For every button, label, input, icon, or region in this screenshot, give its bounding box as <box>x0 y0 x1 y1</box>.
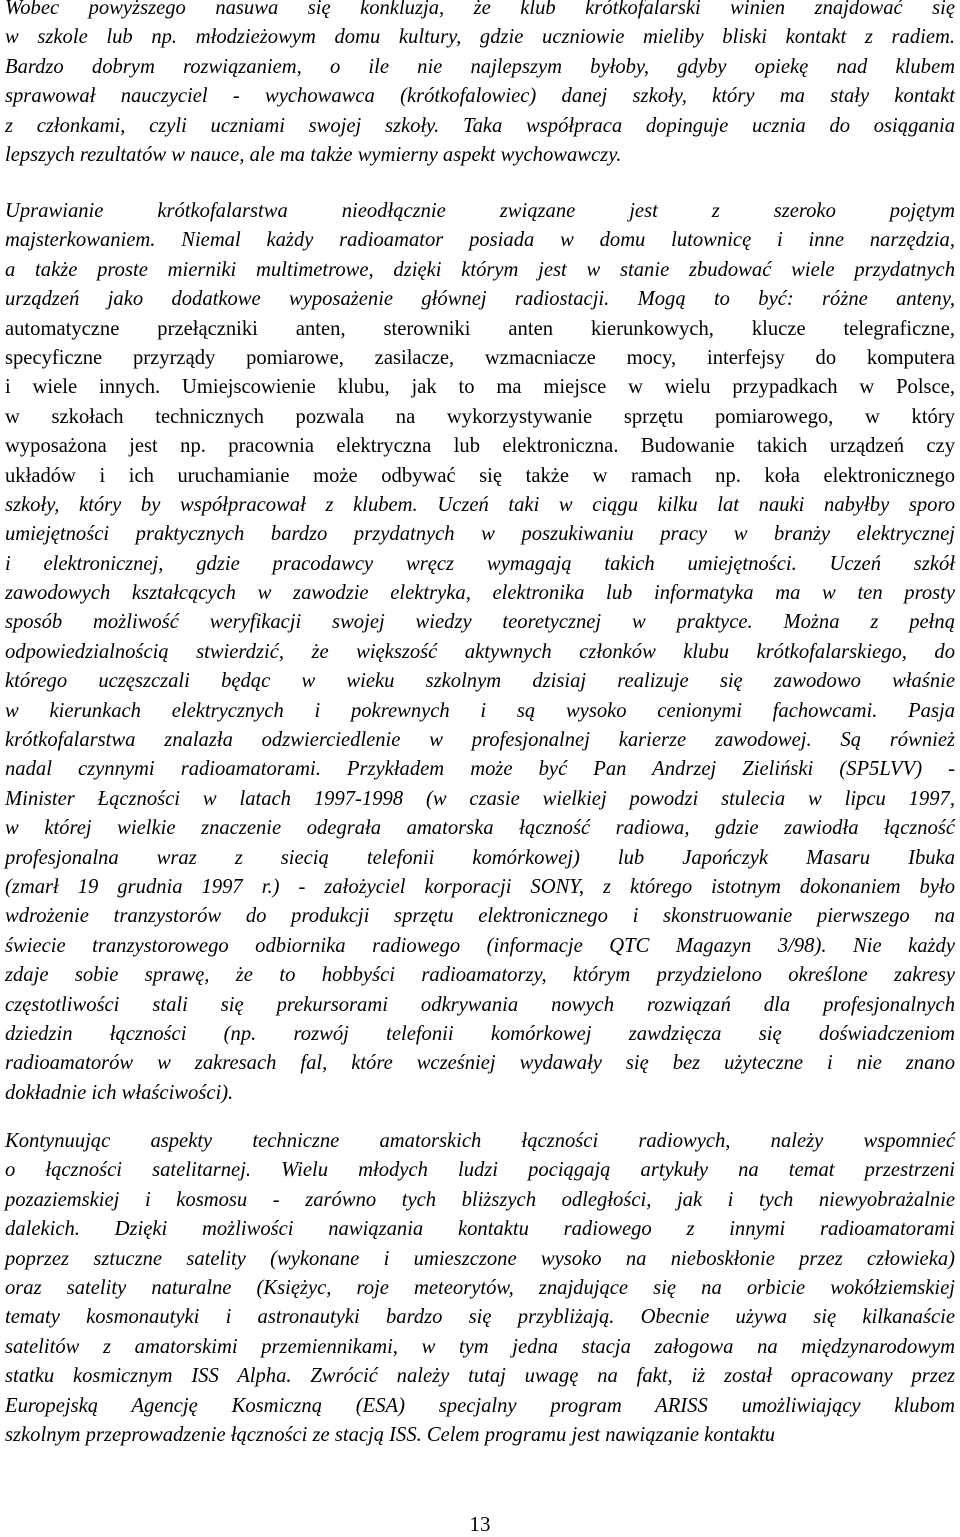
text-segment: wyposażona jest np. pracownia elektryczna lub elektroniczna. Budowanie takich urządzeń czy <box>5 435 955 458</box>
text-line <box>5 491 955 520</box>
paragraph-2 <box>5 197 955 1108</box>
text-segment: sposób możliwość weryfikacji swojej wiedzy teoretycznej w praktyce. Można z pełną <box>5 611 955 634</box>
text-segment: układów i ich uruchamianie może odbywać się także w ramach np. koła elektronicznego <box>5 464 955 487</box>
text-segment: a także proste mierniki multimetrowe, dzięki którym jest w stanie zbudować wiele przydatnych <box>5 258 955 281</box>
text-line <box>5 608 955 637</box>
text-line <box>5 1079 955 1108</box>
text-segment: w szkole lub np. młodzieżowym domu kultury, gdzie uczniowie mieliby bliski kontakt z radiem. <box>5 26 955 49</box>
text-segment: o łączności satelitarnej. Wielu młodych ludzi pociągają artykuły na temat przestrzeni <box>5 1159 955 1182</box>
text-line <box>5 785 955 814</box>
text-line <box>5 520 955 549</box>
text-line <box>5 403 955 432</box>
text-line <box>5 638 955 667</box>
text-segment: majsterkowaniem. Niemal każdy radioamator posiada w domu lutownicę i inne narzędzia, <box>5 229 955 252</box>
paragraph-1 <box>5 0 955 170</box>
text-segment: Uprawianie krótkofalarstwa nieodłącznie związane jest z szeroko pojętym <box>5 200 955 222</box>
text-segment: nadal czynnymi radioamatorami. Przykładem może być Pan Andrzej Zieliński (SP5LVV) - <box>5 758 955 781</box>
text-line <box>5 991 955 1020</box>
text-segment: i elektronicznej, gdzie pracodawcy wręcz wymagają takich umiejętności. Uczeń szkół <box>5 552 955 575</box>
text-segment: statku kosmicznym ISS Alpha. Zwrócić należy tutaj uwagę na fakt, iż został opracowany przez <box>5 1365 955 1388</box>
text-segment: oraz satelity naturalne (Księżyc, roje meteorytów, znajdujące się na orbicie wokółziemskiej <box>5 1276 955 1299</box>
text-line <box>5 315 955 344</box>
text-segment: Wobec powyższego nasuwa się konkluzja, że klub krótkofalarski winien znajdować się <box>5 0 955 19</box>
text-segment: umiejętności praktycznych bardzo przydatnych w poszukiwaniu pracy w branży elektrycznej <box>5 523 955 546</box>
text-segment: specyficzne przyrządy pomiarowe, zasilacze, wzmacniacze mocy, interfejsy do komputera <box>5 346 955 369</box>
text-line <box>5 932 955 961</box>
text-segment: Kontynuując aspekty techniczne amatorskich łączności radiowych, należy wspomnieć <box>5 1130 955 1152</box>
text-segment: Minister Łączności w latach 1997-1998 (w czasie wielkiej powodzi stulecia w lipcu 1997, <box>5 787 955 810</box>
text-segment: dalekich. Dzięki możliwości nawiązania kontaktu radiowego z innymi radioamatorami <box>5 1218 955 1241</box>
text-line <box>5 1215 955 1244</box>
text-line <box>5 1274 955 1303</box>
text-line <box>5 285 955 314</box>
text-segment: Europejską Agencję Kosmiczną (ESA) specjalny program ARISS umożliwiający klubom <box>5 1394 955 1417</box>
text-segment: zawodowych kształcących w zawodzie elektryka, elektronika lub informatyka ma w ten prosty <box>5 582 955 605</box>
text-line <box>5 1127 955 1156</box>
text-segment: tematy kosmonautyki i astronautyki bardzo się przybliżają. Obecnie używa się kilkanaście <box>5 1306 955 1329</box>
text-line <box>5 1245 955 1274</box>
text-line <box>5 1020 955 1049</box>
text-segment: i wiele innych. Umiejscowienie klubu, jak to ma miejsce w wielu przypadkach w Polsce, <box>5 376 955 399</box>
text-segment: świecie tranzystorowego odbiornika radiowego (informacje QTC Magazyn 3/98). Nie każdy <box>5 934 955 957</box>
text-segment: Bardzo dobrym rozwiązaniem, o ile nie najlepszym byłoby, gdyby opiekę nad klubem <box>5 55 955 78</box>
text-segment: pozaziemskiej i kosmosu - zarówno tych bliższych odległości, jak i tych niewyobrażalnie <box>5 1188 955 1211</box>
text-line <box>5 961 955 990</box>
text-line <box>5 667 955 696</box>
text-line <box>5 344 955 373</box>
text-line <box>5 1362 955 1391</box>
text-line <box>5 23 955 52</box>
text-line <box>5 462 955 491</box>
text-segment: dokładnie ich właściwości). <box>5 1081 234 1104</box>
text-segment: satelitów z amatorskimi przemiennikami, w tym jedna stacja załogowa na międzynarodowym <box>5 1335 955 1358</box>
text-segment: lepszych rezultatów w nauce, ale ma także wymierny aspekt wychowawczy. <box>5 143 622 166</box>
text-line <box>5 226 955 255</box>
text-line <box>5 53 955 82</box>
text-line <box>5 902 955 931</box>
text-segment: w kierunkach elektrycznych i pokrewnych i są wysoko cenionymi fachowcami. Pasja <box>5 699 955 722</box>
text-line <box>5 1186 955 1215</box>
text-segment: zdaje sobie sprawę, że to hobbyści radioamatorzy, którym przydzielono określone zakresy <box>5 964 955 987</box>
text-segment: poprzez sztuczne satelity (wykonane i umieszczone wysoko na nieboskłonie przez człowieka) <box>5 1247 955 1270</box>
text-segment: dziedzin łączności (np. rozwój telefonii komórkowej zawdzięcza się doświadczeniom <box>5 1022 955 1045</box>
text-segment: w szkołach technicznych pozwala na wykorzystywanie sprzętu pomiarowego, w który <box>5 405 955 428</box>
text-line <box>5 814 955 843</box>
text-segment: krótkofalarstwa znalazła odzwierciedlenie w profesjonalnej karierze zawodowej. Są również <box>5 729 955 752</box>
text-line <box>5 141 955 170</box>
text-segment: profesjonalna wraz z siecią telefonii komórkowej) lub Japończyk Masaru Ibuka <box>5 846 955 869</box>
text-line <box>5 1421 955 1450</box>
text-line <box>5 432 955 461</box>
text-line <box>5 697 955 726</box>
text-line <box>5 550 955 579</box>
text-segment: odpowiedzialnością stwierdzić, że większość aktywnych członków klubu krótkofalarskiego, do <box>5 640 955 663</box>
text-line <box>5 1156 955 1185</box>
text-line <box>5 1392 955 1421</box>
text-line <box>5 112 955 141</box>
text-line <box>5 1333 955 1362</box>
text-segment: (zmarł 19 grudnia 1997 r.) - założyciel korporacji SONY, z którego istotnym dokonaniem było <box>5 875 955 898</box>
text-segment: szkoły, który by współpracował z klubem. Uczeń taki w ciągu kilku lat nauki nabyłby sporo <box>5 493 955 516</box>
text-segment: radioamatorów w zakresach fal, które wcześniej wydawały się bez użyteczne i nie znano <box>5 1052 955 1075</box>
text-line <box>5 755 955 784</box>
page-number: 13 <box>469 1512 491 1536</box>
text-segment: częstotliwości stali się prekursorami odkrywania nowych rozwiązań dla profesjonalnych <box>5 993 955 1016</box>
text-segment: wdrożenie tranzystorów do produkcji sprzętu elektronicznego i skonstruowanie pierwszego na <box>5 905 955 928</box>
text-line <box>5 197 955 226</box>
text-line <box>5 373 955 402</box>
text-line <box>5 0 955 23</box>
text-segment: automatyczne przełączniki anten, sterowniki anten kierunkowych, klucze telegraficzne, <box>5 317 955 340</box>
text-line <box>5 1303 955 1332</box>
paragraph-3 <box>5 1127 955 1450</box>
text-line <box>5 873 955 902</box>
text-segment: w której wielkie znaczenie odegrała amatorska łączność radiowa, gdzie zawiodła łączność <box>5 817 955 840</box>
text-line <box>5 256 955 285</box>
text-line <box>5 82 955 111</box>
text-segment: z członkami, czyli uczniami swojej szkoły. Taka współpraca dopinguje ucznia do osiągania <box>5 114 955 137</box>
text-segment: którego uczęszczali będąc w wieku szkolnym dzisiaj realizuje się zawodowo właśnie <box>5 670 955 693</box>
text-segment: urządzeń jako dodatkowe wyposażenie głównej radiostacji. Mogą to być: różne anteny, <box>5 288 955 311</box>
text-line <box>5 1049 955 1078</box>
text-segment: szkolnym przeprowadzenie łączności ze stacją ISS. Celem programu jest nawiązanie kontaktu <box>5 1423 776 1446</box>
text-segment: sprawował nauczyciel - wychowawca (krótkofalowiec) danej szkoły, który ma stały kontakt <box>5 85 955 108</box>
text-line <box>5 579 955 608</box>
text-line <box>5 844 955 873</box>
text-line <box>5 726 955 755</box>
